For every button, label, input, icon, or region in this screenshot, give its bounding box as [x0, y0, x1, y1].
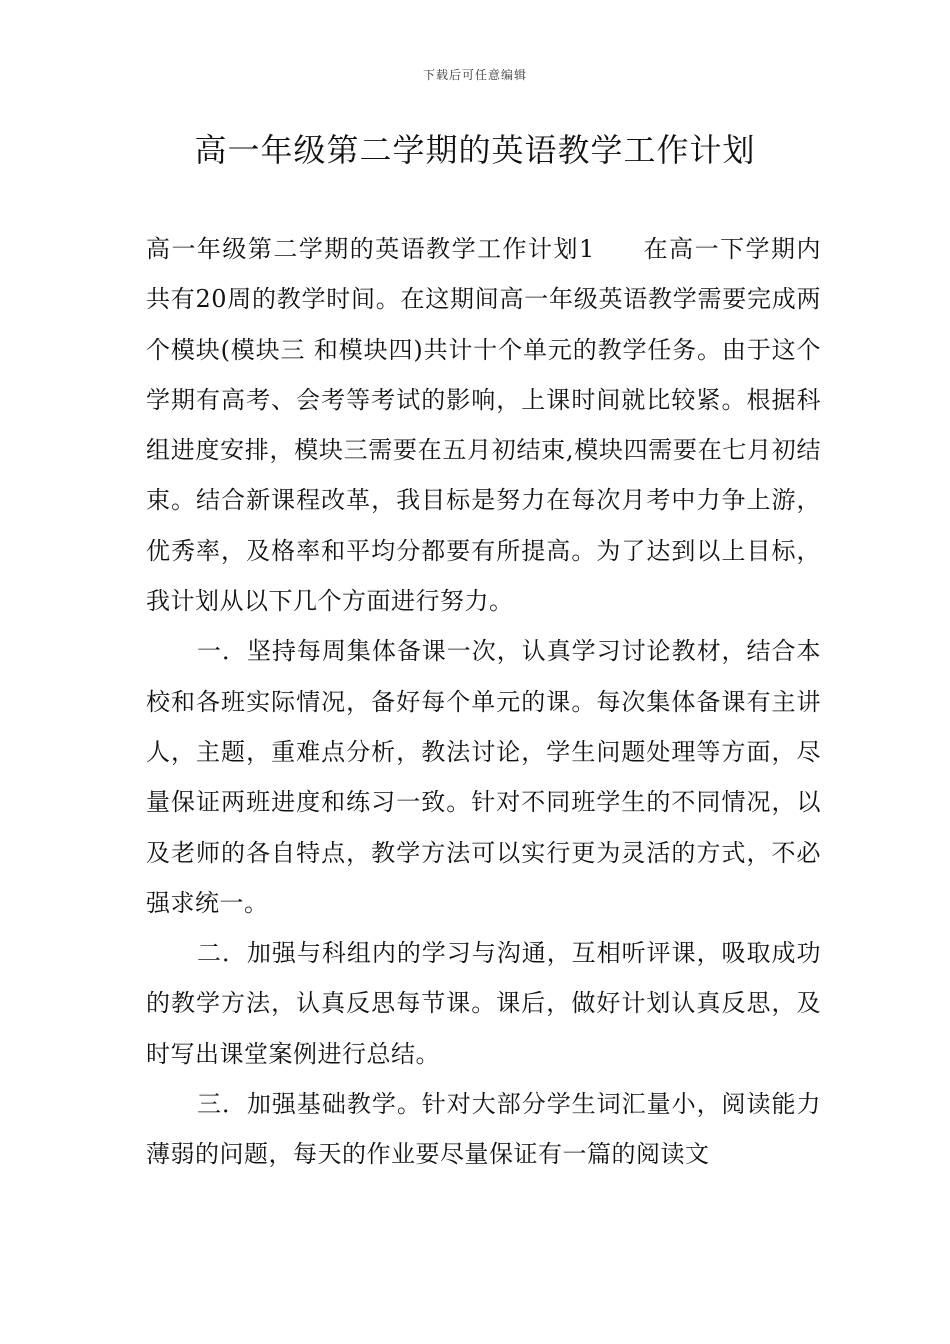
- paragraph-intro-heading: 高一年级第二学期的英语教学工作计划1: [146, 235, 595, 263]
- document-body: [146, 224, 821, 1180]
- paragraph-one: 一．坚持每周集体备课一次，认真学习讨论教材，结合本校和各班实际情况，备好每个单元的课。每次集体备课有主讲人，主题，重难点分析，教法讨论，学生问题处理等方面，尽量保证两班进度和练习一致。针对不同班学生的不同情况，以及老师的各自特点，教学方法可以实行更为灵活的方式，不必强求统一。: [146, 637, 821, 917]
- paragraph-intro: [146, 224, 821, 626]
- document-title: 高一年级第二学期的英语教学工作计划: [194, 131, 756, 169]
- paragraph-three: 三．加强基础教学。针对大部分学生词汇量小，阅读能力薄弱的问题，每天的作业要尽量保证有一篇的阅读文: [146, 1090, 821, 1169]
- paragraph-intro-text: 在高一下学期内共有20周的教学时间。在这期间高一年级英语教学需要完成两个模块(模块三 和模块四)共计十个单元的教学任务。由于这个学期有高考、会考等考试的影响，上课时间就比较紧。根据科组进度安排，模块三需要在五月初结束,模块四需要在七月初结束。结合新课程改革，我目标是努力在每次月考中力争上游，优秀率，及格率和平均分都要有所提高。为了达到以上目标，我计划从以下几个方面进行努力。: [146, 235, 821, 616]
- header-note: 下载后可任意编辑: [422, 68, 527, 82]
- paragraph-two: 二．加强与科组内的学习与沟通，互相听评课，吸取成功的教学方法，认真反思每节课。课后，做好计划认真反思，及时写出课堂案例进行总结。: [146, 939, 821, 1068]
